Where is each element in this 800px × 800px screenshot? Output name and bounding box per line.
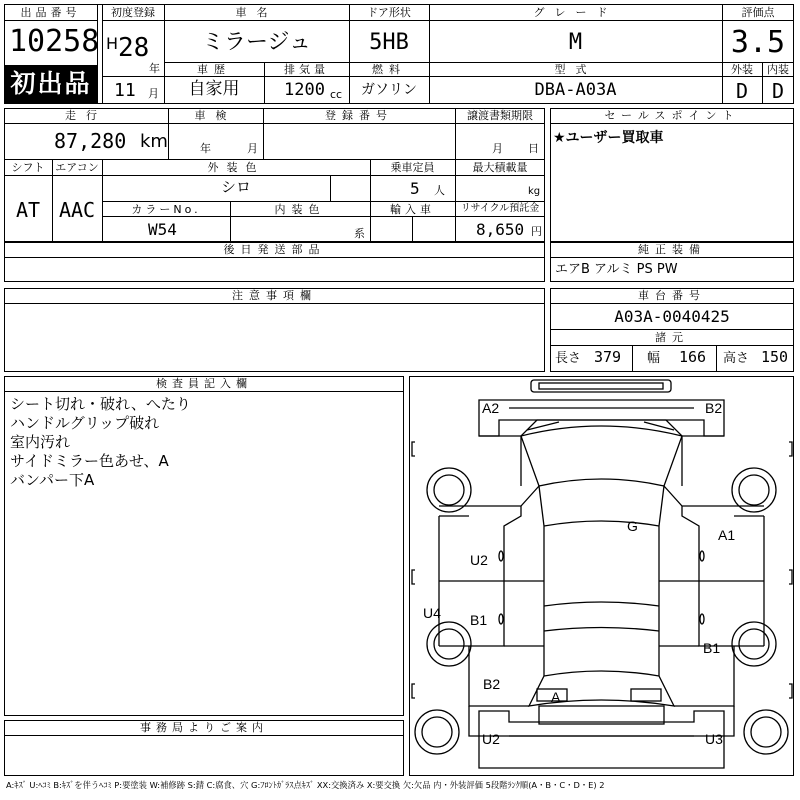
reg-year: 28 xyxy=(118,33,150,63)
length-value: 379 xyxy=(594,348,622,366)
reg-month-unit: 月 xyxy=(148,87,159,100)
height-value: 150 xyxy=(761,348,789,366)
score-value: 3.5 xyxy=(730,25,786,60)
displacement-value: 1200 xyxy=(284,80,325,100)
exterior-color-value: シロ xyxy=(220,178,251,196)
car-diagram xyxy=(409,376,794,776)
damage-mark-a1: A1 xyxy=(718,527,736,543)
damage-mark-b2-rear: B2 xyxy=(483,676,501,692)
inspector-label: 検査員記入欄 xyxy=(156,377,252,390)
mileage-unit: km xyxy=(140,131,168,152)
max-load-unit: kg xyxy=(528,186,541,197)
recycle-label: リサイクル預託金 xyxy=(460,203,540,214)
later-parts-label: 後日発送部品 xyxy=(223,243,326,256)
exterior-color-label: 外装色 xyxy=(207,161,265,174)
chassis-number: A03A-0040425 xyxy=(614,307,730,326)
inspector-line: サイドミラー色あせ、A xyxy=(10,452,169,470)
damage-mark-b1-left: B1 xyxy=(470,612,488,628)
chassis-label: 車台番号 xyxy=(638,289,706,302)
ac-value: AAC xyxy=(58,198,96,222)
reg-year-unit: 年 xyxy=(149,62,160,75)
reg-month: 11 xyxy=(114,80,136,101)
shift-label: シフト xyxy=(11,161,45,174)
history-label: 車歴 xyxy=(197,63,231,76)
lot-label: 出品番号 xyxy=(20,6,81,19)
equipment-label: 純正装備 xyxy=(638,243,706,256)
damage-mark-g: G xyxy=(627,518,638,534)
damage-mark-u2-left: U2 xyxy=(470,552,488,568)
ext-grade-value: D xyxy=(735,79,749,103)
grade-label: グレード xyxy=(533,6,618,19)
capacity-unit: 人 xyxy=(434,184,445,197)
transfer-day-unit: 日 xyxy=(528,142,539,155)
plate-label: 登録番号 xyxy=(325,109,393,122)
width-value: 166 xyxy=(679,348,707,366)
lot-number: 10258 xyxy=(9,24,100,59)
mileage-value: 87,280 xyxy=(54,129,127,153)
door-value: 5HB xyxy=(369,30,409,55)
damage-mark-b1-right: B1 xyxy=(703,640,721,656)
score-label: 評価点 xyxy=(741,6,775,19)
notes-label: 注意事項欄 xyxy=(232,289,317,302)
dims-label: 諸元 xyxy=(655,331,689,344)
displacement-label: 排気量 xyxy=(284,63,329,76)
legend-text: A:ｷｽﾞ U:ﾍｺﾐ B:ｷｽﾞを伴うﾍｺﾐ P:要塗装 W:補修跡 S:錆 C:腐食、穴 G:ﾌﾛﾝﾄｶﾞﾗｽ点ｷｽﾞ XX:交換済み X:要交換 欠:欠品 内・外装評価 5段階ﾗﾝｸ順(A・B・C・D・E) 2 xyxy=(6,780,605,790)
damage-mark-a-rear: A xyxy=(551,689,561,705)
fuel-label: 燃料 xyxy=(372,63,406,76)
color-no-label: カラーNo. xyxy=(131,203,201,216)
interior-color-unit: 系 xyxy=(354,227,365,240)
reg-era: H xyxy=(106,34,119,53)
interior-color-label: 内装色 xyxy=(274,203,326,216)
recycle-value: 8,650 xyxy=(476,220,525,239)
damage-mark-a2: A2 xyxy=(482,400,500,416)
grade-value: M xyxy=(568,30,583,55)
damage-mark-u3: U3 xyxy=(705,731,723,747)
transfer-month-unit: 月 xyxy=(492,142,503,155)
reg-label: 初度登録 xyxy=(111,6,155,19)
import-label: 輸入車 xyxy=(390,203,435,216)
office-label: 事務局よりご案内 xyxy=(140,721,268,734)
displacement-unit: cc xyxy=(330,88,343,101)
height-label: 高さ xyxy=(723,351,750,366)
max-load-label: 最大積載量 xyxy=(472,161,528,174)
width-label: 幅 xyxy=(647,351,661,366)
inspector-line: シート切れ・破れ、へたり xyxy=(10,395,191,413)
color-no-value: W54 xyxy=(148,220,177,239)
length-label: 長さ xyxy=(555,351,582,366)
inspector-line: バンパー下A xyxy=(10,471,95,489)
inspection-month-unit: 月 xyxy=(247,142,258,155)
inspection-label: 車検 xyxy=(194,109,237,122)
inspection-year-unit: 年 xyxy=(200,142,211,155)
inspector-notes xyxy=(10,395,191,490)
car-name: ミラージュ xyxy=(201,30,312,55)
capacity-value: 5 xyxy=(410,179,420,198)
door-label: ドア形状 xyxy=(367,6,411,19)
damage-mark-u2-rear: U2 xyxy=(482,731,500,747)
history-value: 自家用 xyxy=(188,79,240,99)
ext-grade-label: 外装 xyxy=(731,63,753,76)
model-label: 型式 xyxy=(554,63,597,76)
shift-value: AT xyxy=(15,198,41,222)
damage-mark-u4: U4 xyxy=(423,605,441,621)
recycle-unit: 円 xyxy=(531,225,542,238)
ac-label: エアコン xyxy=(55,161,99,174)
first-listing-badge: 初出品 xyxy=(5,65,97,103)
mileage-label: 走行 xyxy=(65,109,107,122)
car-name-label: 車名 xyxy=(235,6,278,19)
fuel-value: ガソリン xyxy=(361,82,417,98)
sales-point-label: セールスポイント xyxy=(604,109,740,122)
damage-mark-b2-front: B2 xyxy=(705,400,723,416)
inspector-line: 室内汚れ xyxy=(10,433,71,451)
model-value: DBA-A03A xyxy=(534,80,617,100)
int-grade-label: 内装 xyxy=(767,63,789,76)
inspector-line: ハンドルグリップ破れ xyxy=(10,414,160,432)
int-grade-value: D xyxy=(771,79,785,103)
sales-point-text: ★ユーザー買取車 xyxy=(553,130,664,146)
equipment-text: エアB アルミ PS PW xyxy=(555,262,678,277)
capacity-label: 乗車定員 xyxy=(390,161,435,174)
transfer-label: 譲渡書類期限 xyxy=(467,109,533,122)
sales-point-box xyxy=(550,108,794,242)
